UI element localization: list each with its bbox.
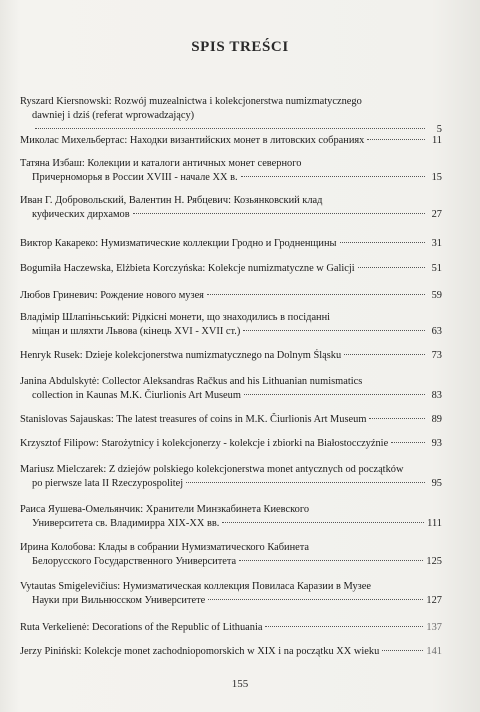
toc-entry-page: 111 <box>427 518 442 529</box>
toc-entry-line <box>20 325 442 339</box>
toc-entry-page: 141 <box>426 646 442 657</box>
toc-entry-page: 93 <box>431 438 442 449</box>
toc-entry-title: міщан и шляхти Львова (кінець XVI - XVII ст.) <box>32 326 241 337</box>
toc-entry-title: Ruta Verkelienė: Decorations of the Republic of Lithuania <box>20 622 263 633</box>
toc-entry <box>20 289 442 303</box>
toc-entry <box>20 194 442 222</box>
dot-leader <box>340 241 425 243</box>
toc-entry-page: 125 <box>426 556 442 567</box>
toc-entry-title: po pierwsze lata II Rzeczypospolitej <box>32 478 184 489</box>
toc-entry-line <box>20 437 442 451</box>
toc-entry-page: 95 <box>431 478 442 489</box>
toc-entry <box>20 437 442 451</box>
toc-entry-page: 5 <box>436 124 442 135</box>
toc-entry-page: 73 <box>431 350 442 361</box>
toc-entry-title: Bogumiła Haczewska, Elżbieta Korczyńska: Kolekcje numizmatyczne w Galicji <box>20 263 355 274</box>
dot-leader <box>369 417 425 419</box>
toc-entry-line <box>20 171 442 185</box>
toc-entry-page: 31 <box>431 238 442 249</box>
toc-entry-title: collection in Kaunas M.K. Čiurlionis Art Museum <box>32 390 241 401</box>
toc-entry-page: 137 <box>426 622 442 633</box>
toc-entry <box>20 621 442 635</box>
dot-leader <box>241 175 425 177</box>
toc-entry-page: 51 <box>431 263 442 274</box>
page-number: 155 <box>231 678 249 690</box>
toc-entry <box>20 134 442 148</box>
toc-entry <box>20 311 442 339</box>
toc-entry-line <box>20 555 442 569</box>
toc-entry <box>20 463 442 491</box>
dot-leader <box>367 138 425 140</box>
page-title: SPIS TREŚCI <box>191 39 289 55</box>
toc-entry-title: Janina Abdulskytė: Collector Aleksandras Račkus and his Lithuanian numismatics <box>20 376 363 387</box>
toc-entry-title: Mariusz Mielczarek: Z dziejów polskiego kolekcjonerstwa monet antycznych od początków <box>20 464 404 475</box>
toc-entry-line <box>20 621 442 635</box>
toc-entry-page: 59 <box>431 290 442 301</box>
dot-leader <box>222 521 424 523</box>
toc-entry-line <box>20 594 442 608</box>
toc-entry-title: Krzysztof Filipow: Starożytnicy i kolekcjonerzy - kolekcje i zbiorki na Białostocczyźnie <box>20 438 389 449</box>
toc-entry-page: 11 <box>431 135 442 146</box>
toc-entry-title: Раиса Яушева-Омельянчик: Хранители Минзкабинета Киевского <box>20 504 310 515</box>
toc-entry-line <box>20 208 442 222</box>
toc-entry-line <box>20 413 442 427</box>
toc-entry-title: Stanislovas Sajauskas: The latest treasures of coins in M.K. Čiurlionis Art Museum <box>20 414 367 425</box>
toc-entry-page: 27 <box>431 209 442 220</box>
toc-entry-page: 127 <box>426 595 442 606</box>
toc-entry-title: Науки при Вильнюсском Университете <box>32 595 206 606</box>
dot-leader <box>382 649 423 651</box>
toc-entry-title: куфических дирхамов <box>32 209 130 220</box>
dot-leader <box>344 353 425 355</box>
toc-entry-title: Владімір Шлапіньський: Рідкісні монети, що знаходились в посіданні <box>20 312 331 323</box>
toc-entry <box>20 503 442 531</box>
dot-leader <box>133 212 425 214</box>
dot-leader <box>239 559 423 561</box>
toc-entry-title: Университета св. Владимирра XIX-XX вв. <box>32 518 220 529</box>
toc-entry-title: Виктор Какареко: Нумизматические коллекции Гродно и Гродненщины <box>20 238 337 249</box>
toc-entry-line <box>20 517 442 531</box>
toc-entry-title: Jerzy Piniński: Kolekcje monet zachodniopomorskich w XIX i na początku XX wieku <box>20 646 380 657</box>
dot-leader <box>186 481 425 483</box>
toc-entry <box>20 262 442 276</box>
toc-entry-page: 15 <box>431 172 442 183</box>
toc-entry-line <box>20 389 442 403</box>
toc-entry-title: Иван Г. Добровольский, Валентин Н. Рябцевич: Козьянковский клад <box>20 195 323 206</box>
toc-entry-line <box>20 134 442 148</box>
toc-entry-line <box>20 477 442 491</box>
toc-entry <box>20 157 442 185</box>
toc-entry-line <box>20 262 442 276</box>
toc-entry-line <box>20 645 442 659</box>
toc-entry-page: 63 <box>431 326 442 337</box>
toc-entry-title: Белорусского Государственного Университета <box>32 556 237 567</box>
dot-leader <box>243 329 425 331</box>
toc-entry-title: Ирина Колобова: Клады в собрании Нумизматического Кабинета <box>20 542 310 553</box>
toc-entry-title: Причерноморья в России XVIII - начале XX в. <box>32 172 238 183</box>
toc-entry <box>20 580 442 608</box>
toc-entry-title: Ryszard Kiersnowski: Rozwój muzealnictwa i kolekcjonerstwa numizmatycznego <box>20 96 362 107</box>
toc-entry-line <box>20 349 442 363</box>
toc-entry-title: Миколас Михельбертас: Находки византийских монет в литовских собраниях <box>20 135 365 146</box>
toc-entry-title: Любов Гриневич: Рождение нового музея <box>20 290 204 301</box>
toc-entry <box>20 413 442 427</box>
toc-entry <box>20 349 442 363</box>
toc-entry-line <box>20 237 442 251</box>
toc-entry-title: dawniej i dziś (referat wprowadzający) <box>32 110 195 121</box>
dot-leader <box>244 393 425 395</box>
dot-leader <box>208 598 423 600</box>
toc-entry <box>20 95 442 137</box>
dot-leader <box>358 266 425 268</box>
dot-leader <box>35 127 425 129</box>
toc-entry <box>20 375 442 403</box>
toc-entry-title: Henryk Rusek: Dzieje kolekcjonerstwa numizmatycznego na Dolnym Śląsku <box>20 350 342 361</box>
dot-leader <box>391 441 425 443</box>
toc-entry <box>20 541 442 569</box>
toc-entry-title: Татяна Избаш: Колекции и каталоги античных монет северного <box>20 158 302 169</box>
toc-entry-page: 89 <box>431 414 442 425</box>
toc-entry <box>20 237 442 251</box>
dot-leader <box>207 293 425 295</box>
dot-leader <box>265 625 423 627</box>
toc-entry-page: 83 <box>431 390 442 401</box>
toc-entry-line <box>20 289 442 303</box>
toc-entry <box>20 645 442 659</box>
toc-entry-title: Vytautas Smigelevičius: Нумизматическая коллекция Повиласа Каразии в Музее <box>20 581 371 592</box>
